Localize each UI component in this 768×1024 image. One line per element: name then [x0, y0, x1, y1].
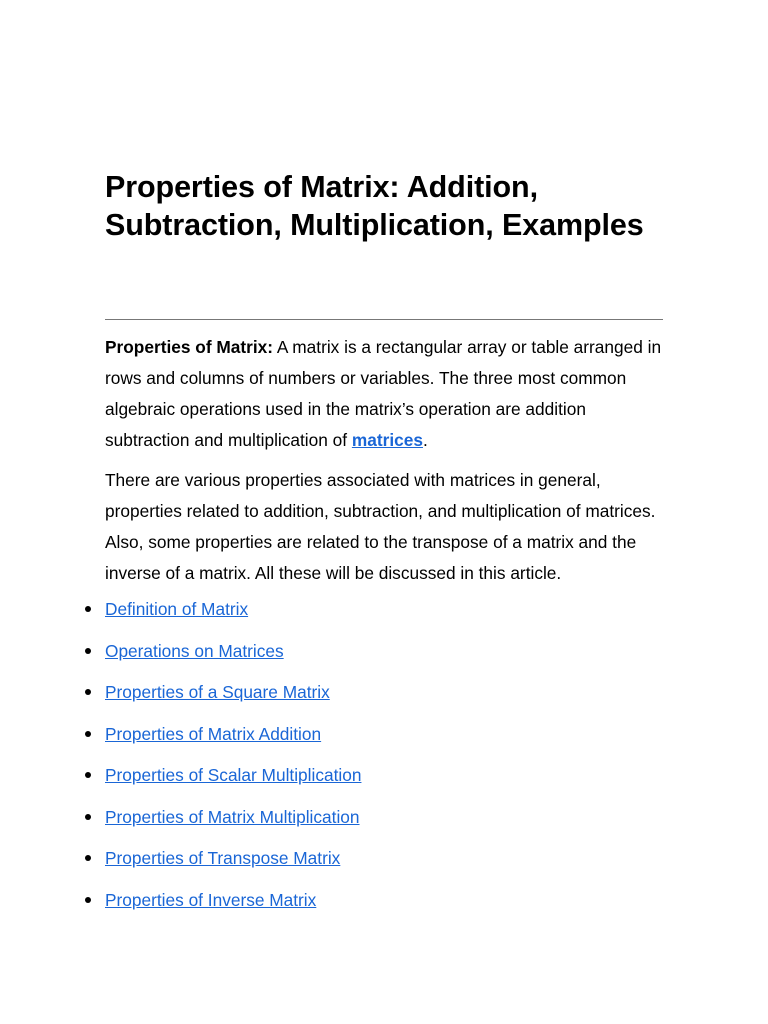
- toc-item: [105, 804, 663, 830]
- toc-item: [105, 762, 663, 788]
- bullet-icon: [85, 606, 91, 612]
- table-of-contents: [105, 596, 663, 913]
- bullet-icon: [85, 731, 91, 737]
- bullet-icon: [85, 772, 91, 778]
- intro-trailing: .: [422, 430, 428, 450]
- toc-item: [105, 679, 663, 705]
- intro-text: A matrix is a rectangular array or table arranged in rows and columns of numbers or variables. The three most common algebraic operations used in the matrix’s operation are addition subtraction and multiplication of: [105, 337, 662, 450]
- toc-link-matrix-multiplication[interactable]: Properties of Matrix Multiplication: [105, 806, 360, 827]
- toc-link-scalar-multiplication[interactable]: Properties of Scalar Multiplication: [105, 765, 362, 785]
- toc-link-transpose-matrix[interactable]: Properties of Transpose Matrix: [105, 848, 341, 868]
- matrices-link[interactable]: matrices: [351, 430, 423, 450]
- page-title: Properties of Matrix: Addition, Subtraction, Multiplication, Examples: [105, 170, 644, 242]
- intro-lead: Properties of Matrix:: [105, 337, 274, 357]
- toc-item: [105, 845, 663, 871]
- toc-item: [105, 887, 663, 913]
- toc-item: [105, 721, 663, 747]
- bullet-icon: [85, 897, 91, 903]
- bullet-icon: [85, 855, 91, 861]
- intro-paragraph: [105, 332, 663, 456]
- toc-link-definition-of-matrix[interactable]: Definition of Matrix: [105, 599, 249, 619]
- bullet-icon: [85, 648, 91, 654]
- toc-link-operations-on-matrices[interactable]: Operations on Matrices: [105, 640, 284, 661]
- article: [105, 168, 663, 928]
- toc-item: [105, 596, 663, 622]
- toc-link-matrix-addition[interactable]: Properties of Matrix Addition: [105, 723, 322, 744]
- bullet-icon: [85, 814, 91, 820]
- toc-item: [105, 638, 663, 664]
- second-paragraph: There are various properties associated with matrices in general, properties related to addition, subtraction, and multiplication of matrices. Also, some properties are related to the transpose of a matrix and the inverse of a matrix. All these will be discussed in this article.: [105, 470, 656, 583]
- bullet-icon: [85, 689, 91, 695]
- divider: [105, 319, 663, 320]
- toc-link-inverse-matrix[interactable]: Properties of Inverse Matrix: [105, 889, 317, 910]
- toc-link-square-matrix[interactable]: Properties of a Square Matrix: [105, 682, 330, 702]
